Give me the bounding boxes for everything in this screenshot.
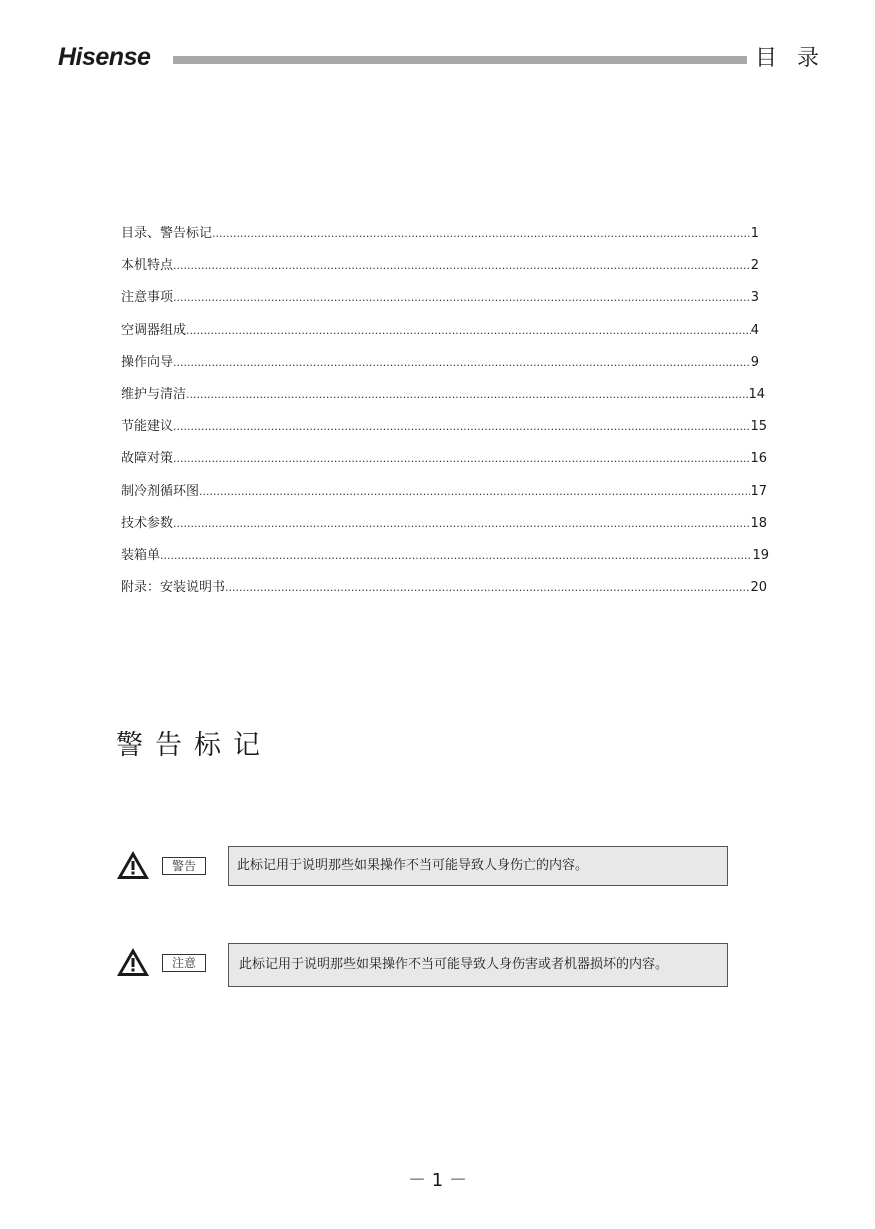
toc-dot-leader <box>173 514 750 534</box>
toc-entry-page: 14 <box>748 386 765 402</box>
caution-tag-label: 注意 <box>162 954 206 972</box>
warning-tag-label: 警告 <box>162 857 206 875</box>
brand-logo: Hisense <box>58 43 151 71</box>
toc-entry[interactable] <box>121 353 771 385</box>
toc-dot-leader <box>225 578 750 598</box>
toc-entry-title: 空调器组成 <box>121 322 187 338</box>
toc-entry-page: 3 <box>750 290 759 306</box>
toc-entry-page: 15 <box>750 419 767 435</box>
toc-dot-leader <box>186 321 751 341</box>
toc-dot-leader <box>173 288 751 308</box>
caution-description-box: 此标记用于说明那些如果操作不当可能导致人身伤害或者机器损坏的内容。 <box>228 943 728 987</box>
toc-entry-page: 2 <box>750 258 759 274</box>
toc-entry-title: 装箱单 <box>121 547 161 563</box>
toc-dot-leader <box>173 449 750 469</box>
header-divider-bar <box>173 56 747 64</box>
toc-entry-page: 17 <box>750 483 767 499</box>
warning-triangle-icon <box>116 947 150 977</box>
toc-dot-leader <box>212 224 751 244</box>
toc-dot-leader <box>173 256 751 276</box>
caution-legend-item <box>116 943 736 989</box>
toc-entry[interactable] <box>121 546 771 578</box>
toc-entry-title: 目录、警告标记 <box>121 226 213 241</box>
toc-entry-title: 注意事项 <box>121 290 174 306</box>
toc-dot-leader <box>173 353 751 373</box>
toc-entry[interactable] <box>121 224 771 256</box>
toc-dot-leader <box>160 546 752 566</box>
toc-entry-page: 4 <box>750 322 759 338</box>
toc-entry[interactable] <box>121 385 771 417</box>
toc-entry[interactable] <box>121 514 771 546</box>
toc-entry-title: 节能建议 <box>121 419 174 435</box>
toc-entry-page: 19 <box>752 547 769 563</box>
toc-entry-page: 9 <box>750 354 759 370</box>
warning-description-box: 此标记用于说明那些如果操作不当可能导致人身伤亡的内容。 <box>228 846 728 886</box>
table-of-contents <box>121 224 771 610</box>
toc-entry-page: 18 <box>750 515 767 531</box>
toc-dot-leader <box>199 482 750 502</box>
page-number: － 1 － <box>408 1170 467 1191</box>
toc-entry-page: 16 <box>750 451 767 467</box>
toc-entry-page: 20 <box>750 580 767 596</box>
warning-triangle-icon <box>116 850 150 880</box>
toc-entry[interactable] <box>121 482 771 514</box>
toc-entry[interactable] <box>121 256 771 288</box>
toc-entry-title: 技术参数 <box>121 515 174 531</box>
toc-entry-title: 操作向导 <box>121 354 174 370</box>
toc-dot-leader <box>186 385 748 405</box>
toc-entry-page: 1 <box>750 226 759 241</box>
toc-entry-title: 本机特点 <box>121 258 174 274</box>
toc-entry-title: 故障对策 <box>121 451 174 467</box>
page-header <box>0 0 875 90</box>
toc-entry[interactable] <box>121 321 771 353</box>
toc-entry[interactable] <box>121 449 771 481</box>
toc-entry[interactable] <box>121 417 771 449</box>
toc-entry[interactable] <box>121 288 771 320</box>
toc-entry[interactable] <box>121 578 771 610</box>
toc-entry-title: 制冷剂循环图 <box>121 483 200 499</box>
warning-legend-item <box>116 846 736 892</box>
toc-entry-title: 维护与清洁 <box>121 386 187 402</box>
toc-dot-leader <box>173 417 750 437</box>
header-title: 目录 <box>755 46 840 71</box>
toc-entry-title: 附录：安装说明书 <box>121 580 226 596</box>
warning-section-title: 警告标记 <box>116 730 272 761</box>
